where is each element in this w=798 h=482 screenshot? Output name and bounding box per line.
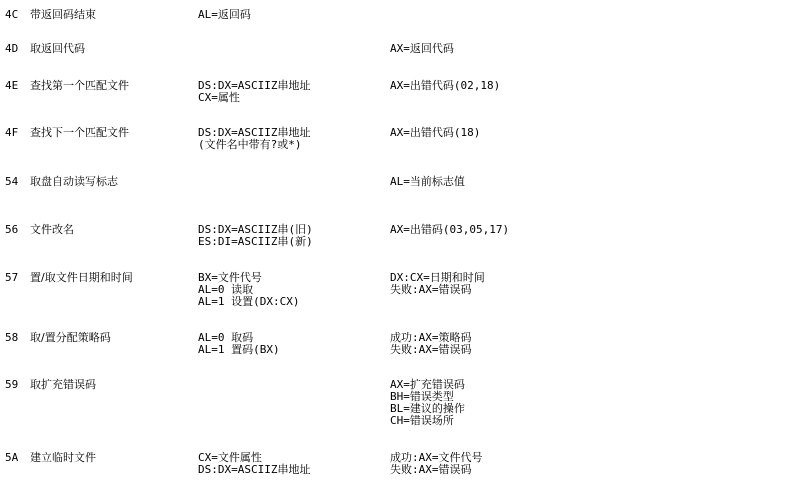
function-code: 4D [5,42,19,55]
function-description: 查找第一个匹配文件 [30,79,129,92]
output-params [390,332,472,356]
function-description: 查找下一个匹配文件 [30,126,129,139]
input-line: AL=0 读取 [198,283,254,296]
output-params [390,176,465,188]
input-line: (文件名中带有?或*) [198,138,302,151]
input-line: AL=1 设置(DX:CX) [198,295,300,308]
function-code: 57 [5,271,19,284]
output-line: CH=错误场所 [390,414,454,427]
output-params [390,452,483,476]
function-description: 带返回码结束 [30,8,96,21]
input-line: DS:DX=ASCIIZ串(旧) [198,223,313,236]
function-code: 4C [5,8,19,21]
input-params [198,127,310,151]
output-line: AL=当前标志值 [390,175,465,188]
input-line: CX=属性 [198,91,240,104]
function-description: 取扩充错误码 [30,378,96,391]
function-code: 4E [5,79,19,92]
input-line: AL=1 置码(BX) [198,343,280,356]
input-line: BX=文件代号 [198,271,262,284]
output-params [390,379,465,427]
output-line: BH=错误类型 [390,390,454,403]
output-params [390,43,454,55]
output-line: AX=出错码(03,05,17) [390,223,510,236]
output-line: AX=扩充错误码 [390,378,465,391]
output-line: AX=出错代码(02,18) [390,79,501,92]
function-description: 取返回代码 [30,42,85,55]
function-code: 59 [5,378,19,391]
output-params [390,272,485,296]
output-line: AX=返回代码 [390,42,454,55]
function-description: 文件改名 [30,223,74,236]
output-line: 失败:AX=错误码 [390,343,472,356]
input-line: AL=0 取码 [198,331,254,344]
function-description: 置/取文件日期和时间 [30,271,133,284]
output-line: 失败:AX=错误码 [390,463,472,476]
function-description: 取盘自动读写标志 [30,175,118,188]
function-description: 建立临时文件 [30,451,96,464]
input-params [198,272,299,308]
input-line: DS:DX=ASCIIZ串地址 [198,463,311,476]
function-description: 取/置分配策略码 [30,331,111,344]
output-line: BL=建议的操作 [390,402,465,415]
input-line: DS:DX=ASCIIZ串地址 [198,126,311,139]
input-params [198,332,280,356]
output-line: 失败:AX=错误码 [390,283,472,296]
input-params [198,452,310,476]
input-line: CX=文件属性 [198,451,262,464]
input-params [198,9,251,21]
function-code: 56 [5,223,19,236]
output-line: 成功:AX=策略码 [390,331,472,344]
function-code: 5A [5,451,19,464]
input-params [198,224,313,248]
input-line: ES:DI=ASCIIZ串(新) [198,235,313,248]
output-line: AX=出错代码(18) [390,126,481,139]
output-line: 成功:AX=文件代号 [390,451,483,464]
function-code: 54 [5,175,19,188]
input-line: DS:DX=ASCIIZ串地址 [198,79,311,92]
function-code: 4F [5,126,19,139]
input-params [198,80,310,104]
function-code: 58 [5,331,19,344]
output-params [390,224,509,236]
output-params [390,80,500,92]
output-line: DX:CX=日期和时间 [390,271,485,284]
output-params [390,127,480,139]
input-line: AL=返回码 [198,8,251,21]
